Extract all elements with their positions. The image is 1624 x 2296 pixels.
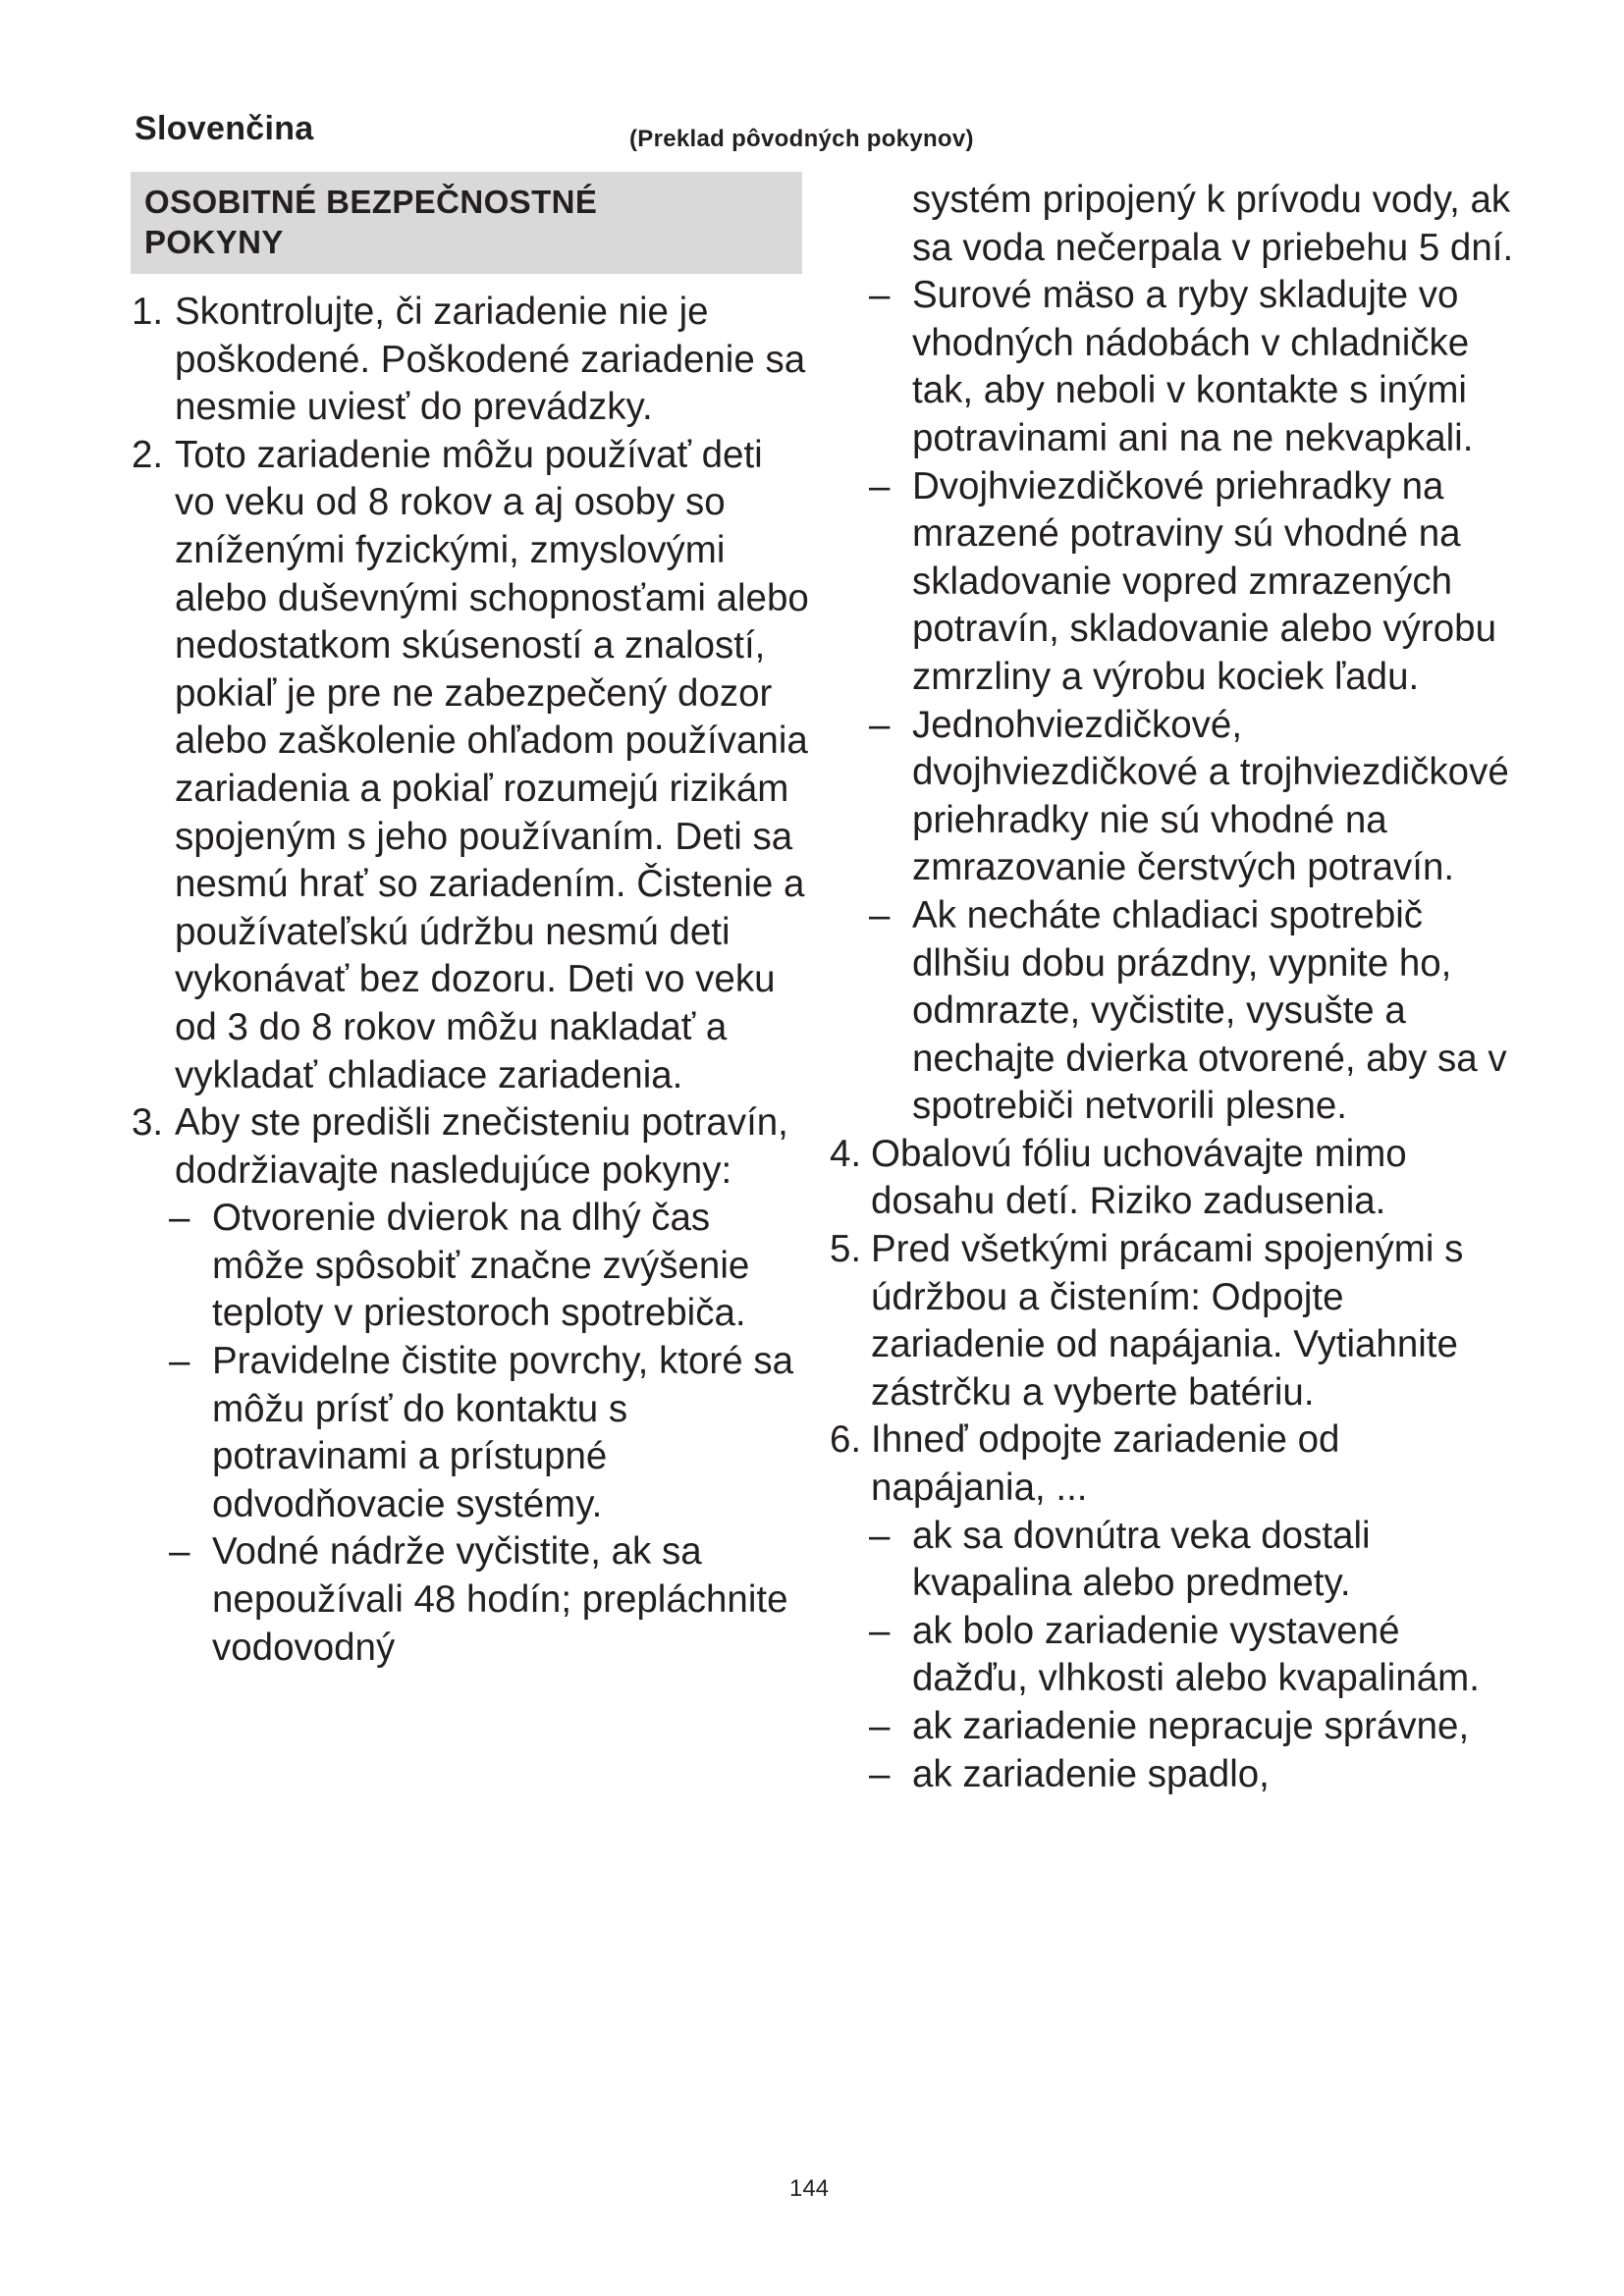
dash-bullet: – — [869, 893, 891, 936]
sub-item — [830, 272, 1517, 462]
sub-item-text: ak zariadenie spadlo, — [912, 1752, 1270, 1795]
instruction-item-3 — [132, 1099, 809, 1195]
section-heading-line-2: POKYNY — [144, 224, 284, 260]
sub-item-text: Ak necháte chladiaci spotrebič dlhšiu dobu prázdny, vypnite ho, odmrazte, vyčistite, vysušte a nechajte dvierka otvorené, aby sa v spotrebiči netvorili plesne. — [912, 893, 1507, 1128]
dash-bullet: – — [869, 464, 891, 507]
sub-item — [132, 1338, 809, 1528]
item-text: Obalovú fóliu uchovávajte mimo dosahu detí. Riziko zadusenia. — [871, 1132, 1407, 1223]
sub-item-continuation: systém pripojený k prívodu vody, ak sa voda nečerpala v priebehu 5 dní. — [912, 179, 1514, 269]
sub-item — [830, 1513, 1517, 1608]
dash-bullet: – — [169, 1340, 190, 1383]
sub-item-text: Pravidelne čistite povrchy, ktoré sa môžu prísť do kontaktu s potravinami a prístupné odvodňovacie systémy. — [212, 1340, 794, 1525]
item-text: Ihneď odpojte zariadenie od napájania, ... — [871, 1418, 1340, 1510]
item-number: 5. — [830, 1228, 862, 1271]
instruction-item-4 — [830, 1131, 1517, 1226]
instruction-item-2 — [132, 432, 809, 1099]
sub-item-text: Otvorenie dvierok na dlhý čas môže spôsobiť značne zvýšenie teploty v priestoroch spotrebiča. — [212, 1197, 750, 1335]
item-text: Pred všetkými prácami spojenými s údržbou a čistením: Odpojte zariadenie od napájania. Vytiahnite zástrčku a vyberte batériu. — [871, 1228, 1464, 1414]
sub-item — [830, 1751, 1517, 1799]
sub-item-text: ak bolo zariadenie vystavené dažďu, vlhkosti alebo kvapalinám. — [912, 1609, 1480, 1700]
sub-item-text: Surové mäso a ryby skladujte vo vhodných nádobách v chladničke tak, aby neboli v kontakte s inými potravinami ani na ne nekvapkali. — [912, 274, 1474, 459]
sub-item-text: ak zariadenie nepracuje správne, — [912, 1705, 1470, 1747]
instruction-item-6 — [830, 1416, 1517, 1512]
section-heading — [131, 172, 802, 274]
dash-bullet: – — [869, 1705, 891, 1747]
translation-note: (Preklad pôvodných pokynov) — [629, 126, 974, 152]
item-number: 4. — [830, 1132, 862, 1175]
item-text: Aby ste predišli znečisteniu potravín, dodržiavajte nasledujúce pokyny: — [175, 1101, 788, 1192]
sub-item — [830, 463, 1517, 702]
item-number: 2. — [132, 433, 164, 476]
section-heading-line-1: OSOBITNÉ BEZPEČNOSTNÉ — [144, 184, 598, 220]
page-number: 144 — [789, 2175, 830, 2202]
sub-item — [132, 1528, 809, 1672]
sub-item — [830, 1703, 1517, 1751]
sub-item-text: ak sa dovnútra veka dostali kvapalina alebo predmety. — [912, 1514, 1371, 1605]
sub-item-text: Jednohviezdičkové, dvojhviezdičkové a trojhviezdičkové priehradky nie sú vhodné na zmrazovanie čerstvých potravín. — [912, 703, 1509, 889]
dash-bullet: – — [869, 1609, 891, 1652]
item-text: Skontrolujte, či zariadenie nie je poškodené. Poškodené zariadenie sa nesmie uviesť do prevádzky. — [175, 291, 806, 429]
dash-bullet: – — [869, 1752, 891, 1795]
dash-bullet: – — [869, 274, 891, 317]
sub-item — [830, 702, 1517, 892]
language-title: Slovenčina — [135, 110, 314, 147]
dash-bullet: – — [169, 1197, 190, 1240]
dash-bullet: – — [169, 1530, 190, 1574]
sub-item — [132, 1195, 809, 1338]
instruction-item-1 — [132, 289, 809, 432]
left-column — [132, 289, 809, 1672]
item-text: Toto zariadenie môžu používať deti vo veku od 8 rokov a aj osoby so zníženými fyzickými, zmyslovými alebo duševnými schopnosťami alebo nedostatkom skúseností a znalostí, pokiaľ je pre ne zabezpečený dozor alebo zaškolenie ohľadom používania zariadenia a pokiaľ rozumejú rizikám spojeným s jeho používaním. Deti sa nesmú hrať so zariadením. Čistenie a používateľskú údržbu nesmú deti vykonávať bez dozoru. Deti vo veku od 3 do 8 rokov môžu nakladať a vykladať chladiace zariadenia. — [175, 433, 809, 1096]
sub-item-text: Vodné nádrže vyčistite, ak sa nepoužívali 48 hodín; prepláchnite vodovodný — [212, 1530, 788, 1669]
item-number: 6. — [830, 1418, 862, 1462]
right-column — [830, 177, 1517, 1798]
sub-item-text: Dvojhviezdičkové priehradky na mrazené potraviny sú vhodné na skladovanie vopred zmrazených potravín, skladovanie alebo výrobu zmrzliny a výrobu kociek ľadu. — [912, 464, 1496, 698]
dash-bullet: – — [869, 1514, 891, 1557]
instruction-item-5 — [830, 1226, 1517, 1416]
item-number: 1. — [132, 291, 164, 333]
item-number: 3. — [132, 1101, 164, 1145]
dash-bullet: – — [869, 703, 891, 746]
sub-item — [830, 1608, 1517, 1703]
sub-item — [830, 892, 1517, 1131]
